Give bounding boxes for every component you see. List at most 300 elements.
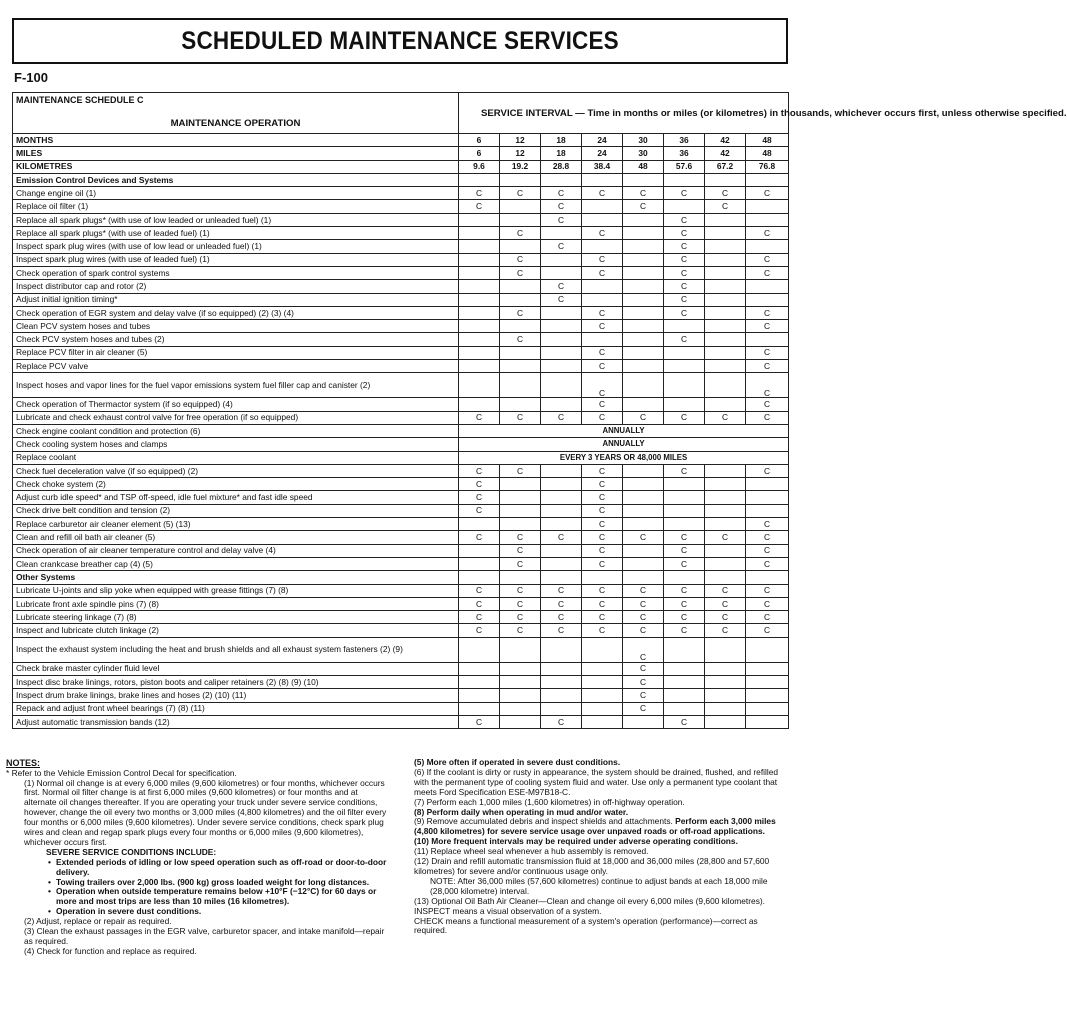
empty-cell: [500, 478, 541, 491]
check-mark-cell: C: [582, 373, 623, 398]
interval-header-value: 12: [500, 134, 541, 147]
interval-header-value: 24: [582, 147, 623, 160]
check-mark-cell: C: [705, 611, 746, 624]
empty-cell: [500, 518, 541, 531]
model-label: F-100: [14, 70, 48, 85]
check-mark-cell: C: [664, 253, 705, 266]
check-mark-cell: C: [459, 478, 500, 491]
table-row: [13, 424, 789, 437]
operation-label: Lubricate steering linkage (7) (8): [13, 611, 459, 624]
interval-header-row: [13, 160, 789, 173]
interval-header-value: 36: [664, 147, 705, 160]
empty-cell: [582, 702, 623, 715]
check-mark-cell: C: [705, 531, 746, 544]
empty-cell: [500, 715, 541, 728]
check-mark-cell: C: [582, 584, 623, 597]
table-row: [13, 504, 789, 517]
empty-cell: [705, 662, 746, 675]
table-row: [13, 662, 789, 675]
check-mark-cell: C: [541, 293, 582, 306]
check-mark-cell: C: [664, 557, 705, 570]
table-row: [13, 715, 789, 728]
empty-cell: [705, 478, 746, 491]
note-13: (13) Optional Oil Bath Air Cleaner—Clean and change oil every 6,000 miles (9,600 kilometres).: [414, 895, 765, 906]
check-mark-cell: C: [500, 597, 541, 610]
table-row: [13, 293, 789, 306]
check-mark-cell: C: [746, 624, 789, 637]
table-row: [13, 702, 789, 715]
empty-cell: [582, 637, 623, 662]
empty-cell: [664, 320, 705, 333]
check-mark-cell: C: [623, 689, 664, 702]
operation-label: Inspect spark plug wires (with use of low lead or unleaded fuel) (1): [13, 240, 459, 253]
check-mark-cell: C: [459, 200, 500, 213]
empty-cell: [746, 491, 789, 504]
interval-header-value: 9.6: [459, 160, 500, 173]
interval-header-value: 28.8: [541, 160, 582, 173]
empty-cell: [500, 280, 541, 293]
empty-cell: [582, 173, 623, 186]
empty-cell: [705, 491, 746, 504]
check-mark-cell: C: [664, 306, 705, 319]
interval-header-value: 67.2: [705, 160, 746, 173]
table-row: [13, 689, 789, 702]
check-definition: CHECK means a functional measurement of a system's operation (performance)—correct as required.: [414, 915, 758, 936]
table-row: [13, 253, 789, 266]
check-mark-cell: C: [746, 227, 789, 240]
check-mark-cell: C: [623, 702, 664, 715]
check-mark-cell: C: [623, 531, 664, 544]
empty-cell: [459, 702, 500, 715]
operation-label: Check operation of Thermactor system (if so equipped) (4): [13, 398, 459, 411]
empty-cell: [664, 571, 705, 584]
empty-cell: [664, 373, 705, 398]
empty-cell: [459, 557, 500, 570]
note-4: (4) Check for function and replace as required.: [24, 945, 197, 956]
empty-cell: [459, 518, 500, 531]
check-mark-cell: C: [746, 531, 789, 544]
check-mark-cell: C: [541, 240, 582, 253]
empty-cell: [459, 253, 500, 266]
section-row: [13, 571, 789, 584]
interval-header-value: 42: [705, 134, 746, 147]
check-mark-cell: C: [459, 187, 500, 200]
empty-cell: [623, 266, 664, 279]
check-mark-cell: C: [746, 320, 789, 333]
interval-header-label: MONTHS: [13, 134, 459, 147]
empty-cell: [623, 240, 664, 253]
check-mark-cell: C: [623, 187, 664, 200]
empty-cell: [541, 227, 582, 240]
empty-cell: [705, 240, 746, 253]
operation-label: Repack and adjust front wheel bearings (7) (8) (11): [13, 702, 459, 715]
interval-header-value: 48: [746, 134, 789, 147]
check-mark-cell: C: [623, 662, 664, 675]
table-row: [13, 398, 789, 411]
operation-label: Clean PCV system hoses and tubes: [13, 320, 459, 333]
table-row: [13, 346, 789, 359]
empty-cell: [541, 478, 582, 491]
empty-cell: [705, 320, 746, 333]
empty-cell: [459, 333, 500, 346]
operation-label: Lubricate and check exhaust control valve for free operation (if so equipped): [13, 411, 459, 424]
check-mark-cell: C: [664, 611, 705, 624]
check-mark-cell: C: [705, 597, 746, 610]
empty-cell: [623, 398, 664, 411]
operation-label: Inspect hoses and vapor lines for the fuel vapor emissions system fuel filler cap and canister (2): [13, 373, 459, 398]
empty-cell: [746, 173, 789, 186]
empty-cell: [541, 504, 582, 517]
empty-cell: [623, 227, 664, 240]
operation-label: Check engine coolant condition and protection (6): [13, 424, 459, 437]
interval-header-value: 6: [459, 134, 500, 147]
service-interval-label: SERVICE INTERVAL — Time in months or miles (or kilometres) in thousands, whichever occurs first, unless otherwise specified.: [459, 93, 789, 134]
operation-label: Inspect the exhaust system including the heat and brush shields and all exhaust system fasteners (2) (9): [13, 637, 459, 662]
operation-label: Adjust curb idle speed* and TSP off-speed, idle fuel mixture* and fast idle speed: [13, 491, 459, 504]
table-row: [13, 373, 789, 398]
empty-cell: [746, 240, 789, 253]
check-mark-cell: C: [664, 544, 705, 557]
empty-cell: [623, 293, 664, 306]
empty-cell: [500, 360, 541, 373]
check-mark-cell: C: [664, 715, 705, 728]
operation-label: Change engine oil (1): [13, 187, 459, 200]
check-mark-cell: C: [500, 584, 541, 597]
check-mark-cell: C: [746, 518, 789, 531]
empty-cell: [459, 306, 500, 319]
check-mark-cell: C: [664, 333, 705, 346]
table-row: [13, 280, 789, 293]
check-mark-cell: C: [705, 187, 746, 200]
note-star: * Refer to the Vehicle Emission Control Decal for specification.: [6, 767, 237, 778]
empty-cell: [541, 571, 582, 584]
check-mark-cell: C: [500, 464, 541, 477]
note-9-bold: Perform each 3,000 miles (4,800 kilometres) for severe service usage over unpaved roads or off-road applications.: [414, 816, 776, 837]
operation-label: Check fuel deceleration valve (if so equipped) (2): [13, 464, 459, 477]
empty-cell: [664, 346, 705, 359]
interval-span-text: ANNUALLY: [459, 424, 789, 437]
severe-condition-1: • Extended periods of idling or low speed operation such as off-road or door-to-door delivery.: [6, 858, 388, 878]
empty-cell: [541, 266, 582, 279]
empty-cell: [459, 571, 500, 584]
empty-cell: [582, 571, 623, 584]
interval-header-value: 18: [541, 134, 582, 147]
empty-cell: [500, 504, 541, 517]
empty-cell: [541, 557, 582, 570]
check-mark-cell: C: [541, 213, 582, 226]
empty-cell: [623, 346, 664, 359]
empty-cell: [541, 320, 582, 333]
table-row: [13, 544, 789, 557]
empty-cell: [705, 253, 746, 266]
check-mark-cell: C: [459, 464, 500, 477]
empty-cell: [746, 213, 789, 226]
note-2: (2) Adjust, replace or repair as required.: [24, 916, 172, 927]
check-mark-cell: C: [582, 544, 623, 557]
interval-header-row: [13, 134, 789, 147]
table-row: [13, 451, 789, 464]
empty-cell: [746, 280, 789, 293]
empty-cell: [541, 637, 582, 662]
check-mark-cell: C: [541, 715, 582, 728]
operation-label: Lubricate U-joints and slip yoke when equipped with grease fittings (7) (8): [13, 584, 459, 597]
check-mark-cell: C: [623, 675, 664, 688]
note-9: [414, 817, 790, 837]
check-mark-cell: C: [746, 584, 789, 597]
check-mark-cell: C: [582, 611, 623, 624]
severe-condition-3: • Operation when outside temperature remains below +10°F (−12°C) for 60 days or more and most trips are less than 10 miles (16 kilometres).: [6, 887, 388, 907]
empty-cell: [582, 675, 623, 688]
empty-cell: [623, 491, 664, 504]
empty-cell: [500, 293, 541, 306]
operation-label: Check operation of air cleaner temperature control and delay valve (4): [13, 544, 459, 557]
check-mark-cell: C: [664, 266, 705, 279]
check-mark-cell: C: [500, 411, 541, 424]
table-row: [13, 597, 789, 610]
check-mark-cell: C: [459, 597, 500, 610]
interval-header-value: 42: [705, 147, 746, 160]
check-mark-cell: C: [582, 306, 623, 319]
empty-cell: [664, 689, 705, 702]
table-row: [13, 675, 789, 688]
severe-conditions-title: SEVERE SERVICE CONDITIONS INCLUDE:: [46, 846, 217, 857]
empty-cell: [746, 675, 789, 688]
check-mark-cell: C: [623, 411, 664, 424]
empty-cell: [459, 360, 500, 373]
table-row: [13, 240, 789, 253]
check-mark-cell: C: [623, 200, 664, 213]
empty-cell: [705, 464, 746, 477]
empty-cell: [459, 280, 500, 293]
table-row: [13, 187, 789, 200]
empty-cell: [459, 662, 500, 675]
check-mark-cell: C: [582, 266, 623, 279]
check-mark-cell: C: [500, 266, 541, 279]
empty-cell: [705, 333, 746, 346]
operation-label: Clean crankcase breather cap (4) (5): [13, 557, 459, 570]
empty-cell: [664, 173, 705, 186]
check-mark-cell: C: [623, 637, 664, 662]
check-mark-cell: C: [746, 187, 789, 200]
note-1: (1) Normal oil change is at every 6,000 miles (9,600 kilometres) or four months, whichever occurs first. Normal oil filter change is at first 6,000 miles (9,600 kilometres) or four months and at alternate oil changes thereafter. If you are operating your truck under severe service conditions, however, change the oil every two months or 3,000 miles (4,800 kilometres) and the oil filter every four months or 6,000 miles (9,600 kilometres). Under severe service conditions, check spark plug wires and clean and regap spark plugs every four months or 6,000 miles (9,600 kilometres), whichever occurs first.: [24, 777, 387, 847]
note-10: (10) More frequent intervals may be required under adverse operating conditions.: [414, 836, 738, 847]
table-row: [13, 637, 789, 662]
empty-cell: [582, 293, 623, 306]
empty-cell: [582, 715, 623, 728]
empty-cell: [541, 398, 582, 411]
empty-cell: [623, 544, 664, 557]
maintenance-schedule-table: [12, 92, 1067, 729]
title-box: [12, 18, 788, 64]
empty-cell: [500, 200, 541, 213]
empty-cell: [664, 702, 705, 715]
empty-cell: [746, 662, 789, 675]
check-mark-cell: C: [500, 544, 541, 557]
empty-cell: [705, 637, 746, 662]
note-12-note: NOTE: After 36,000 miles (57,600 kilometres) continue to adjust bands at each 18,000 mile (28,000 kilometre) interval.: [430, 875, 768, 896]
empty-cell: [623, 373, 664, 398]
empty-cell: [705, 571, 746, 584]
operation-label: Inspect spark plug wires (with use of leaded fuel) (1): [13, 253, 459, 266]
interval-span-text: EVERY 3 YEARS OR 48,000 MILES: [459, 451, 789, 464]
check-mark-cell: C: [500, 531, 541, 544]
operation-label: Check operation of spark control systems: [13, 266, 459, 279]
section-title: Other Systems: [13, 571, 459, 584]
empty-cell: [582, 213, 623, 226]
empty-cell: [582, 200, 623, 213]
check-mark-cell: C: [459, 584, 500, 597]
operation-label: MAINTENANCE OPERATION: [170, 118, 301, 130]
check-mark-cell: C: [582, 227, 623, 240]
check-mark-cell: C: [582, 557, 623, 570]
interval-header-value: 30: [623, 147, 664, 160]
empty-cell: [541, 306, 582, 319]
empty-cell: [746, 200, 789, 213]
empty-cell: [746, 689, 789, 702]
operation-label: Replace coolant: [13, 451, 459, 464]
empty-cell: [623, 464, 664, 477]
empty-cell: [541, 675, 582, 688]
empty-cell: [705, 702, 746, 715]
operation-label: Check drive belt condition and tension (2): [13, 504, 459, 517]
table-row: [13, 557, 789, 570]
empty-cell: [746, 571, 789, 584]
check-mark-cell: C: [459, 491, 500, 504]
empty-cell: [623, 280, 664, 293]
empty-cell: [623, 715, 664, 728]
operation-label: Lubricate front axle spindle pins (7) (8): [13, 597, 459, 610]
check-mark-cell: C: [459, 611, 500, 624]
check-mark-cell: C: [705, 584, 746, 597]
check-mark-cell: C: [746, 611, 789, 624]
empty-cell: [541, 518, 582, 531]
operation-label: Clean and refill oil bath air cleaner (5): [13, 531, 459, 544]
table-row: [13, 531, 789, 544]
check-mark-cell: C: [541, 200, 582, 213]
table-row: [13, 333, 789, 346]
interval-header-value: 12: [500, 147, 541, 160]
empty-cell: [459, 227, 500, 240]
empty-cell: [459, 320, 500, 333]
notes-left-column: [6, 758, 388, 957]
check-mark-cell: C: [500, 187, 541, 200]
notes-right-column: [414, 758, 790, 936]
empty-cell: [623, 306, 664, 319]
table-row: [13, 213, 789, 226]
empty-cell: [541, 491, 582, 504]
empty-cell: [582, 689, 623, 702]
empty-cell: [459, 213, 500, 226]
table-row: [13, 491, 789, 504]
table-row: [13, 306, 789, 319]
note-5: (5) More often if operated in severe dust conditions.: [414, 757, 621, 767]
operation-label: Check operation of EGR system and delay valve (if so equipped) (2) (3) (4): [13, 306, 459, 319]
interval-header-value: 24: [582, 134, 623, 147]
empty-cell: [705, 227, 746, 240]
check-mark-cell: C: [582, 504, 623, 517]
check-mark-cell: C: [746, 464, 789, 477]
empty-cell: [500, 491, 541, 504]
empty-cell: [705, 280, 746, 293]
operation-label: Inspect distributor cap and rotor (2): [13, 280, 459, 293]
empty-cell: [746, 715, 789, 728]
empty-cell: [705, 557, 746, 570]
check-mark-cell: C: [746, 597, 789, 610]
check-mark-cell: C: [746, 544, 789, 557]
check-mark-cell: C: [459, 624, 500, 637]
check-mark-cell: C: [664, 624, 705, 637]
interval-header-label: MILES: [13, 147, 459, 160]
interval-header-value: 19.2: [500, 160, 541, 173]
empty-cell: [705, 544, 746, 557]
check-mark-cell: C: [459, 715, 500, 728]
empty-cell: [500, 675, 541, 688]
check-mark-cell: C: [582, 346, 623, 359]
operation-label: Inspect drum brake linings, brake lines and hoses (2) (10) (11): [13, 689, 459, 702]
empty-cell: [500, 689, 541, 702]
check-mark-cell: C: [541, 584, 582, 597]
empty-cell: [705, 360, 746, 373]
check-mark-cell: C: [664, 280, 705, 293]
check-mark-cell: C: [623, 624, 664, 637]
empty-cell: [623, 504, 664, 517]
check-mark-cell: C: [541, 611, 582, 624]
empty-cell: [541, 544, 582, 557]
check-mark-cell: C: [582, 464, 623, 477]
check-mark-cell: C: [541, 597, 582, 610]
empty-cell: [582, 333, 623, 346]
schedule-header-cell: [13, 93, 459, 134]
check-mark-cell: C: [705, 411, 746, 424]
empty-cell: [500, 320, 541, 333]
note-8: (8) Perform daily when operating in mud and/or water.: [414, 806, 629, 817]
empty-cell: [623, 557, 664, 570]
check-mark-cell: C: [500, 624, 541, 637]
check-mark-cell: C: [459, 411, 500, 424]
empty-cell: [623, 213, 664, 226]
check-mark-cell: C: [582, 491, 623, 504]
table-row: [13, 200, 789, 213]
empty-cell: [541, 662, 582, 675]
note-3: (3) Clean the exhaust passages in the EGR valve, carburetor spacer, and intake manifold—repair as required.: [24, 926, 385, 947]
empty-cell: [664, 360, 705, 373]
notes-title: NOTES:: [6, 758, 41, 768]
check-mark-cell: C: [541, 187, 582, 200]
check-mark-cell: C: [746, 557, 789, 570]
inspect-definition: INSPECT means a visual observation of a system.: [414, 905, 602, 916]
table-row: [13, 624, 789, 637]
check-mark-cell: C: [746, 398, 789, 411]
empty-cell: [664, 637, 705, 662]
empty-cell: [459, 637, 500, 662]
empty-cell: [705, 213, 746, 226]
check-mark-cell: C: [746, 266, 789, 279]
empty-cell: [705, 398, 746, 411]
empty-cell: [459, 173, 500, 186]
empty-cell: [541, 173, 582, 186]
empty-cell: [541, 373, 582, 398]
interval-header-value: 48: [623, 160, 664, 173]
check-mark-cell: C: [664, 411, 705, 424]
empty-cell: [541, 702, 582, 715]
check-mark-cell: C: [459, 531, 500, 544]
section-row: [13, 173, 789, 186]
check-mark-cell: C: [582, 253, 623, 266]
empty-cell: [664, 675, 705, 688]
check-mark-cell: C: [664, 213, 705, 226]
empty-cell: [582, 280, 623, 293]
empty-cell: [623, 173, 664, 186]
